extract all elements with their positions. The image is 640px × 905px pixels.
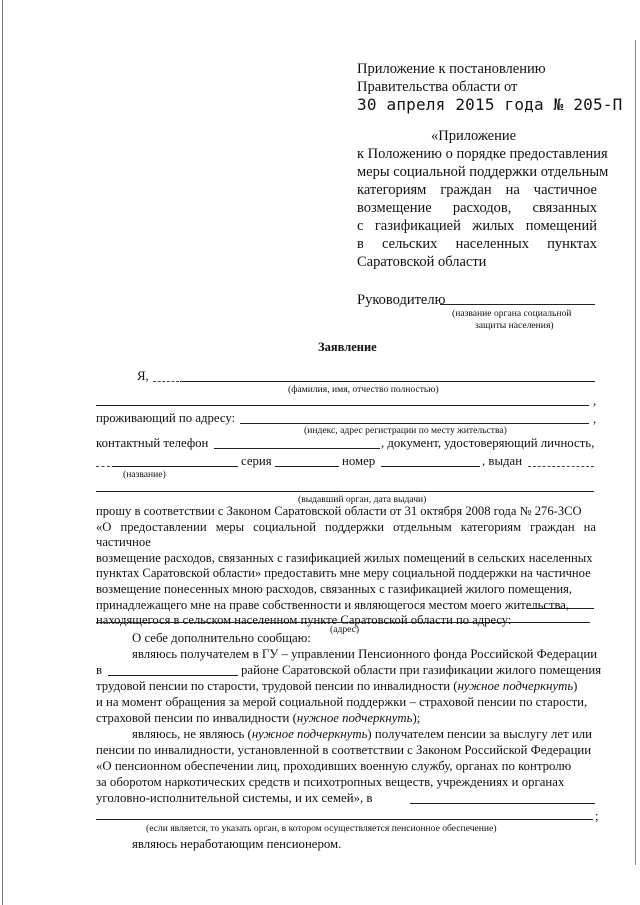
military-line-3: «О пенсионном обеспечении лиц, проходивших военную службу, органах по контролю <box>96 759 572 773</box>
number-field[interactable] <box>381 466 480 467</box>
pfr-line-5-text: страховой пенсии по инвалидности ( <box>96 711 297 725</box>
full-name-field[interactable] <box>180 381 595 382</box>
series-label: серия <box>241 454 272 468</box>
scan-edge-right <box>635 40 636 865</box>
ref-line-4 <box>357 199 597 217</box>
closing-paren: ) <box>573 679 578 693</box>
pfr-line-5 <box>96 710 420 726</box>
ref-word: связанных <box>532 200 597 216</box>
about-intro: О себе дополнительно сообщаю: <box>132 631 311 645</box>
district-field[interactable] <box>108 675 238 676</box>
scan-edge-left <box>2 0 3 905</box>
ref-word: в <box>357 236 364 252</box>
pfr-line-1: являюсь получателем в ГУ – управлении Пенсионного фонда Российской Федерации <box>132 647 598 661</box>
comma: , <box>593 412 597 426</box>
underline-note: нужное подчеркнуть <box>457 679 574 693</box>
issuer-hint: (выдавший орган, дата выдачи) <box>298 494 427 505</box>
pension-authority-field-2[interactable] <box>96 819 593 820</box>
address-hint-short: (адрес) <box>330 624 360 635</box>
issued-label: , выдан <box>482 454 523 468</box>
issuer-field[interactable] <box>96 491 594 492</box>
military-line-2: пенсии по инвалидности, установленной в соответствии с Законом Российской Федерации <box>96 743 592 757</box>
military-line-4: за оборотом наркотических средств и психотропных веществ, учреждениях и органах <box>96 775 565 789</box>
ref-word: граждан <box>440 182 492 198</box>
header-line-2: Правительства области от <box>357 79 518 95</box>
name-dashes <box>153 381 179 382</box>
ref-word: газификацией <box>374 218 461 234</box>
ref-line-5 <box>357 217 597 235</box>
phone-field[interactable] <box>214 448 380 449</box>
request-line: принадлежащего мне на праве собственности и являющегося местом моего жительства, <box>96 597 570 612</box>
military-line-1-text: являюсь, не являюсь ( <box>132 727 252 741</box>
ref-word: пунктах <box>547 236 597 252</box>
quote-title: «Приложение <box>431 128 517 144</box>
id-document-label: , документ, удостоверяющий личность, <box>381 436 595 450</box>
pfr-line-2: районе Саратовской области при газификации жилого помещения <box>241 663 602 677</box>
ref-line-7: Саратовской области <box>357 254 487 270</box>
property-address-field-2[interactable] <box>96 622 590 623</box>
handwritten-date-number: 30 апреля 2015 года № 205-П <box>357 95 623 114</box>
semicolon: ; <box>595 809 599 823</box>
request-line: прошу в соответствии с Законом Саратовской области от 31 октября 2008 года № 276-ЗСО <box>96 504 582 518</box>
request-line: пунктах Саратовской области» предоставить мне меру социальной поддержки на частичное <box>96 566 591 581</box>
underline-note: нужное подчеркнуть <box>296 711 413 725</box>
ref-word: сельских <box>382 236 438 252</box>
i-label: Я, <box>137 369 149 383</box>
ref-word: с <box>357 218 364 234</box>
residing-label: проживающий по адресу: <box>96 411 236 425</box>
pfr-line-3 <box>96 678 577 694</box>
series-field[interactable] <box>275 466 339 467</box>
property-address-field[interactable] <box>527 608 594 609</box>
address-hint: (индекс, адрес регистрации по месту жительства) <box>304 425 507 436</box>
page-title: Заявление <box>318 340 377 354</box>
pfr-line-2-pre: в <box>96 663 103 677</box>
request-line: «О предоставлении меры социальной поддержки отдельным категориям граждан на частичное <box>96 519 596 550</box>
header-line-1: Приложение к постановлению <box>357 61 546 77</box>
doc-name-field[interactable] <box>112 466 238 467</box>
number-label: номер <box>342 454 376 468</box>
doc-name-dashes <box>96 466 110 467</box>
military-line-1 <box>132 726 592 742</box>
nonworking-line: являюсь неработающим пенсионером. <box>132 837 342 851</box>
ref-line-2: меры социальной поддержки отдельным <box>357 164 609 180</box>
comma: , <box>593 394 597 408</box>
ref-line-3 <box>357 181 597 199</box>
addressee-hint-1: (название органа социальной <box>452 308 572 319</box>
ref-word: частичное <box>533 182 597 198</box>
pension-authority-field[interactable] <box>410 803 595 804</box>
closing-paren: ); <box>412 711 421 725</box>
addressee-field[interactable] <box>440 304 595 305</box>
pension-authority-hint: (если является, то указать орган, в котором осуществляется пенсионное обеспечение) <box>146 823 497 834</box>
military-line-1-tail: ) получателем пенсии за выслугу лет или <box>367 727 592 741</box>
name-hint: (фамилия, имя, отчество полностью) <box>288 384 439 395</box>
ref-line-6 <box>357 235 597 253</box>
name-field-line-2[interactable] <box>96 405 589 406</box>
doc-name-hint: (название) <box>123 469 166 480</box>
addressee-label: Руководителю <box>357 292 446 308</box>
military-line-5: уголовно-исполнительной системы, и их семей», в <box>96 791 373 805</box>
phone-label: контактный телефон <box>96 436 209 450</box>
pfr-line-4: и на момент обращения за мерой социальной поддержки – страховой пенсии по старости, <box>96 695 588 709</box>
ref-word: категориям <box>357 182 427 198</box>
ref-word: населенных <box>455 236 529 252</box>
request-line: возмещение понесенных мною расходов, связанных с газификацией жилого помещения, <box>96 581 573 596</box>
ref-word: помещений <box>525 218 597 234</box>
residence-address-field[interactable] <box>240 423 589 424</box>
request-line: находящегося в сельском населенном пункте Саратовской области по адресу: <box>96 613 512 628</box>
request-paragraph <box>96 504 596 629</box>
issued-field[interactable] <box>528 466 594 467</box>
underline-note: нужное подчеркнуть <box>251 727 368 741</box>
ref-word: расходов, <box>452 200 512 216</box>
ref-word: возмещение <box>357 200 432 216</box>
ref-word: жилых <box>472 218 515 234</box>
addressee-hint-2: защиты населения) <box>475 320 554 331</box>
ref-line-1: к Положению о порядке предоставления <box>357 146 608 162</box>
request-line: возмещение расходов, связанных с газификацией жилых помещений в сельских населенных <box>96 550 593 565</box>
pfr-line-3-text: трудовой пенсии по старости, трудовой пенсии по инвалидности ( <box>96 679 458 693</box>
ref-word: на <box>505 182 520 198</box>
